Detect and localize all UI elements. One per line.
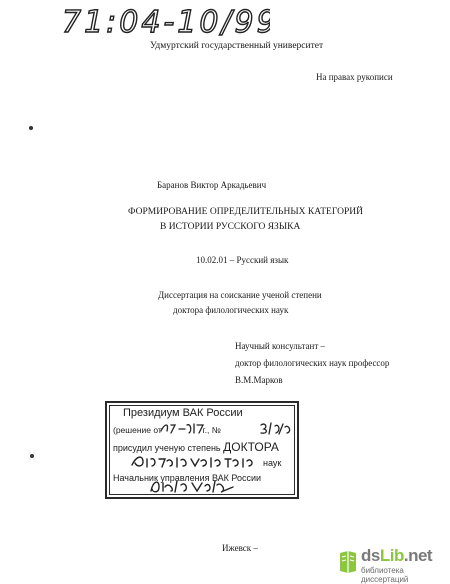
page-speck	[29, 126, 33, 130]
handwritten-date	[159, 421, 209, 435]
vak-stamp	[105, 401, 299, 499]
author-name: Баранов Виктор Аркадьевич	[157, 180, 267, 190]
degree-line2: доктора филологических наук	[173, 305, 289, 315]
handwritten-science-field	[129, 453, 261, 471]
dissertation-title-line2: В ИСТОРИИ РУССКОГО ЯЗЫКА	[160, 222, 301, 232]
watermark-subtitle: библиотека диссертаций	[361, 566, 409, 584]
degree-line1: Диссертация на соискание ученой степени	[158, 290, 322, 300]
book-icon	[337, 549, 359, 575]
page-speck	[30, 454, 34, 458]
university-name: Удмуртский государственный университет	[150, 41, 324, 51]
handwritten-archive-number	[60, 2, 270, 38]
consultant-label: Научный консультант –	[235, 341, 325, 351]
consultant-title: доктор филологических наук профессор	[235, 358, 390, 368]
svg-text:71:04-10/99: 71:04-10/99	[62, 5, 270, 38]
city-year: Ижевск –	[222, 543, 258, 553]
stamp-header: Президиум ВАК России	[123, 407, 243, 419]
stamp-signatory: Начальник управления ВАК России	[113, 473, 262, 483]
consultant-name: В.М.Марков	[235, 375, 283, 385]
stamp-degree-line: присудил ученую степень ДОКТОРА	[113, 440, 279, 454]
signature	[147, 477, 237, 495]
handwritten-number	[259, 421, 295, 435]
watermark-brand: dsLib.net	[361, 546, 433, 565]
specialty-code: 10.02.01 – Русский язык	[196, 255, 289, 265]
stamp-science-suffix: наук	[263, 458, 282, 468]
dslib-watermark	[337, 546, 442, 584]
dissertation-title-line1: ФОРМИРОВАНИЕ ОПРЕДЕЛИТЕЛЬНЫХ КАТЕГОРИЙ	[128, 207, 363, 217]
stamp-decision-line: (решение от г., №	[113, 425, 221, 435]
manuscript-rights-note: На правах рукописи	[316, 72, 393, 82]
